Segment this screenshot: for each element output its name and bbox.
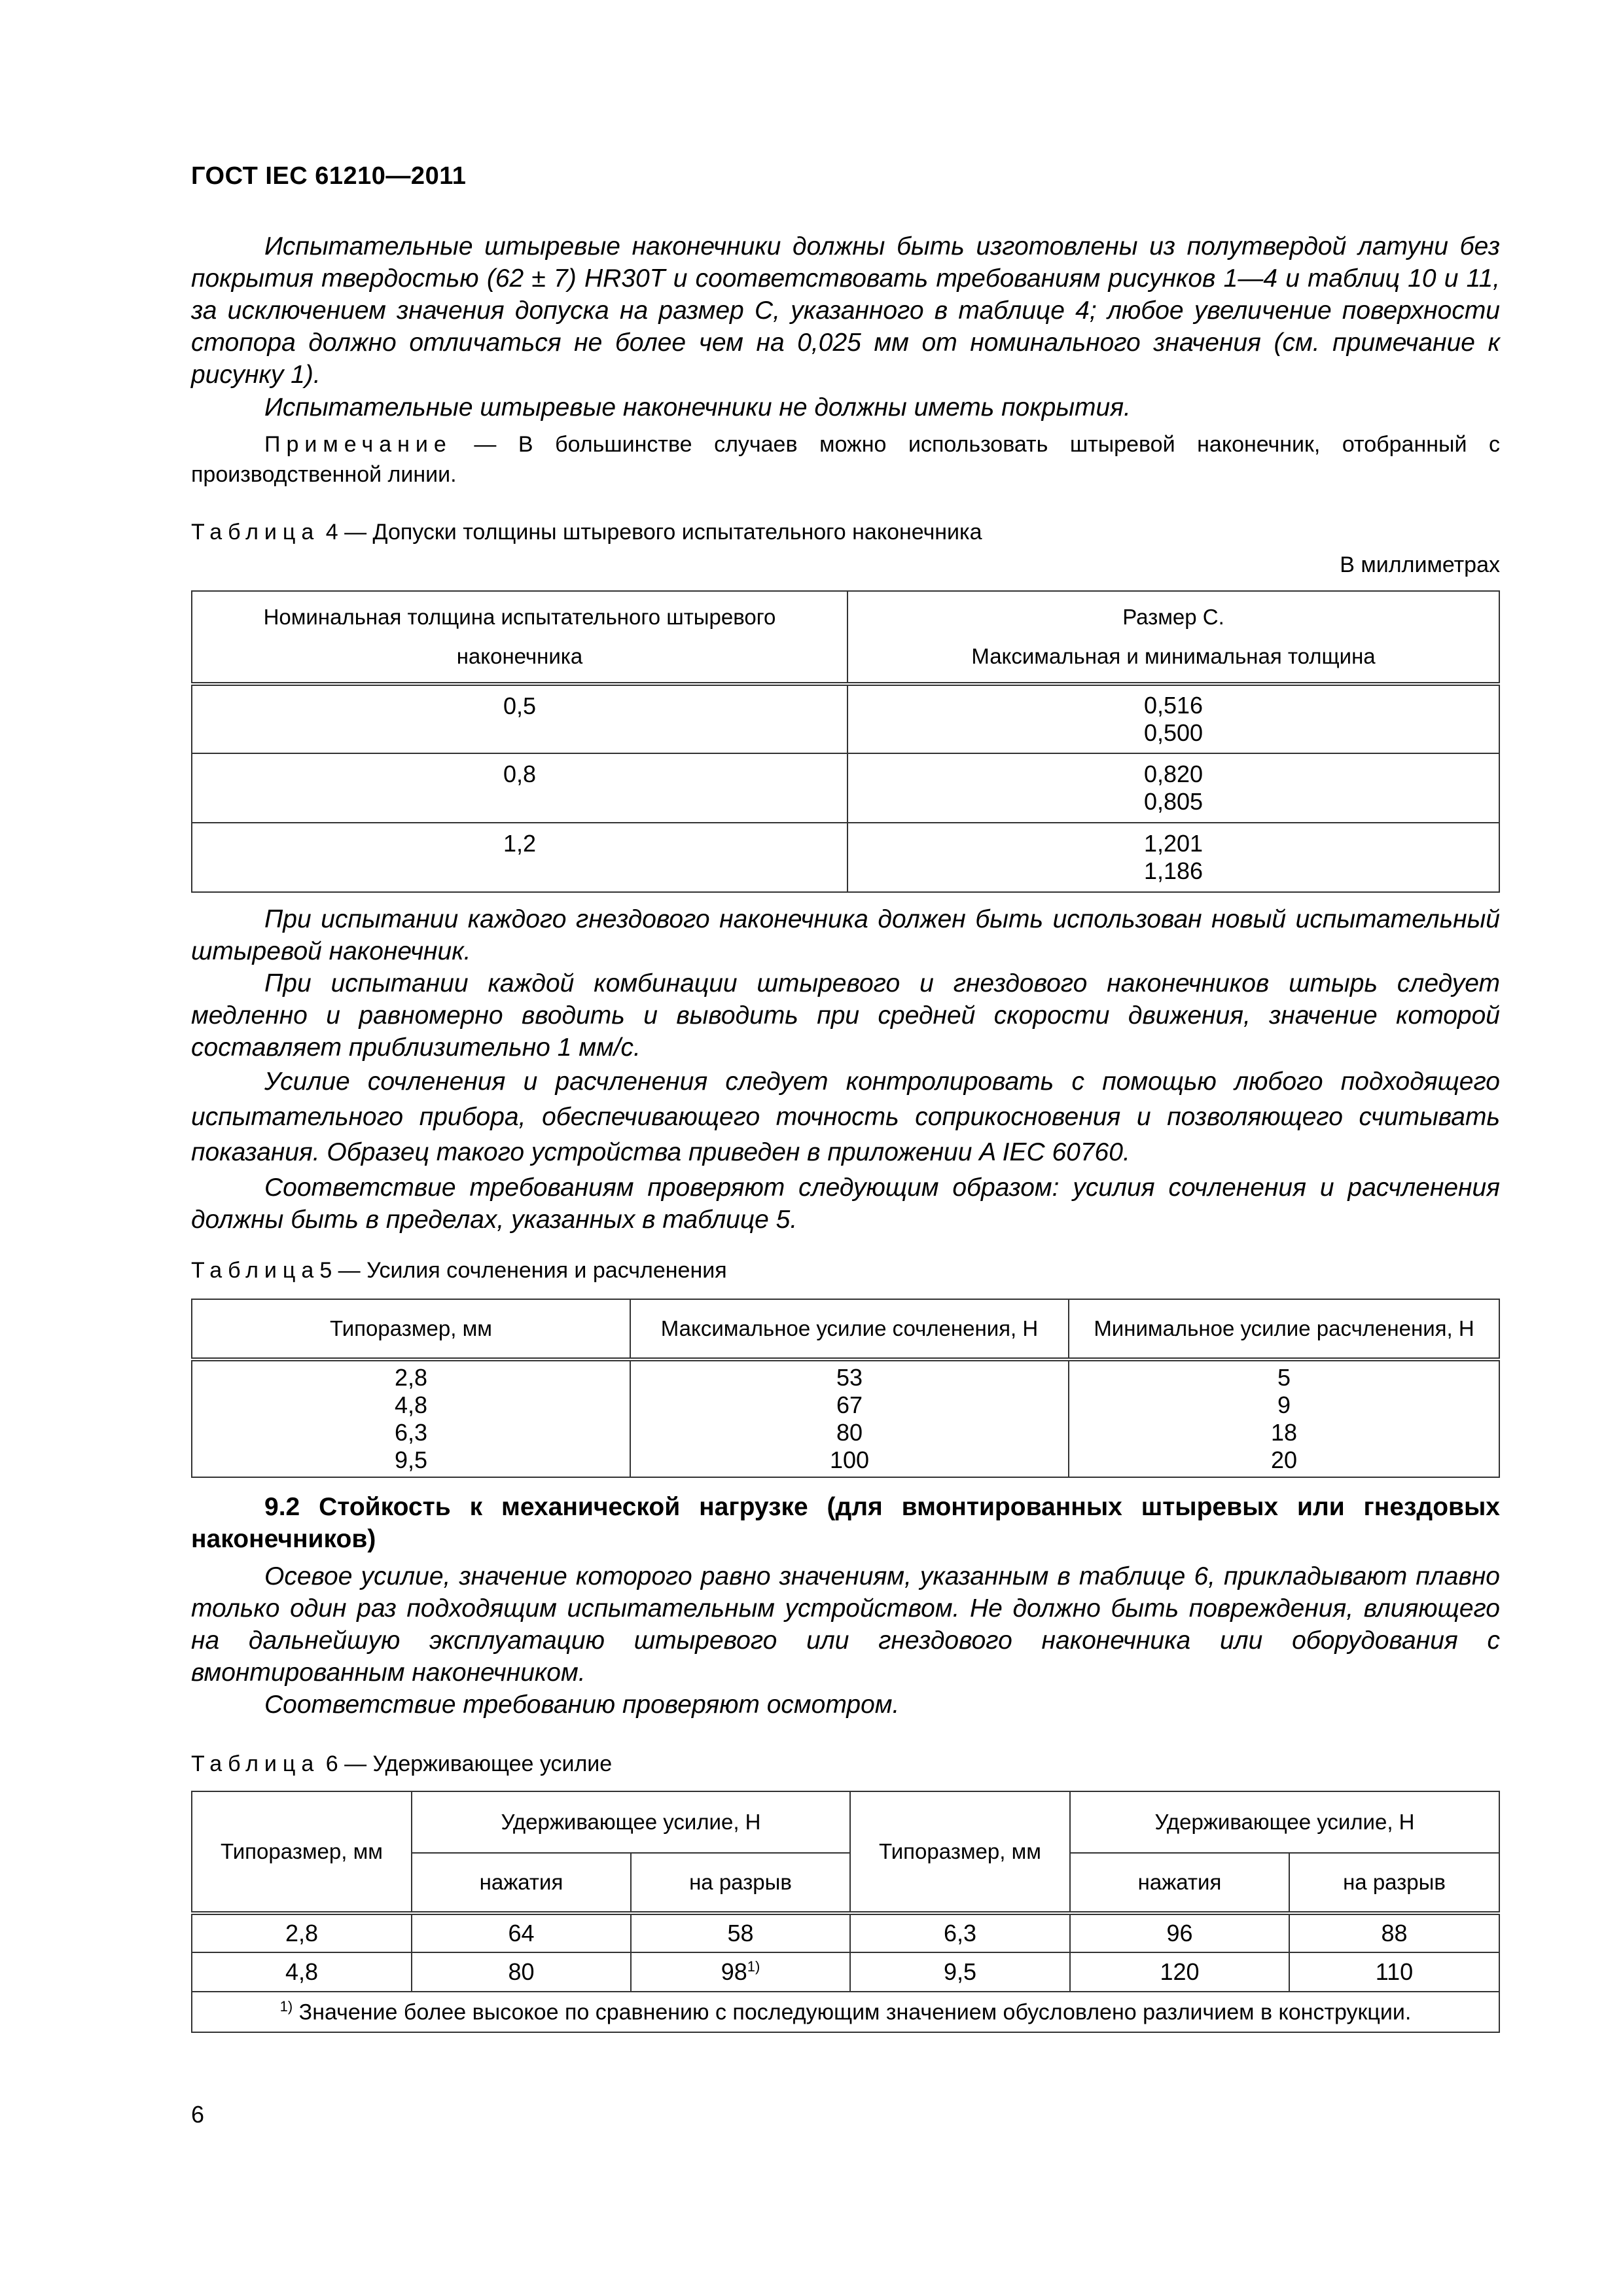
table6-pull-b: 88 [1289,1913,1499,1952]
table-row [192,1359,1499,1477]
table4-min: 0,500 [1143,719,1204,746]
table5-min-separate-cell [1069,1359,1499,1477]
section-9-2-paragraph-1-text: Осевое усилие, значение которого равно значениям, указанным в таблице 6, прикладывают плавно только один раз подходящим испытательным устройством. Не должно быть повреждения, влияющего на дальнейшую эксплуатацию штыревого или гнездового наконечника или оборудования с вмонтированным наконечником. [191,1562,1500,1687]
table4-max: 0,516 [1143,692,1204,719]
table5-label: Таблица [191,1258,320,1283]
table6-col-force-b: Удерживающее усилие, Н [1070,1791,1499,1853]
table5-col-min-separate: Минимальное усилие расчленения, Н [1069,1299,1499,1359]
middle-paragraph-2 [191,967,1500,1064]
table4-size-cell [847,823,1499,892]
table-row [192,684,1499,753]
table6-col-size-b: Типоразмер, мм [850,1791,1070,1913]
section-9-2-heading [191,1491,1500,1555]
table6-push-a: 80 [412,1952,631,1992]
page-number: 6 [191,2101,205,2128]
intro-note [191,429,1500,490]
middle-paragraph-4-text: Соответствие требованиям проверяют следующим образом: усилия сочленения и расчленения должны быть в пределах, указанных в таблице 5. [191,1174,1500,1234]
table4-min: 1,186 [1143,857,1204,884]
table6-pull-a: 98 [721,1958,747,1985]
middle-paragraph-4 [191,1172,1500,1236]
table6-push-b: 96 [1070,1913,1289,1952]
table6-size-a: 4,8 [192,1952,412,1992]
footnote-mark: 1) [279,1998,293,2015]
middle-paragraph-1 [191,903,1500,967]
table5-size: 4,8 [394,1391,428,1418]
table6-push-a: 64 [412,1913,631,1952]
table-row [192,1913,1499,1952]
table-row [192,1952,1499,1992]
middle-paragraph-2-text: При испытании каждой комбинации штыревого и гнездового наконечников штырь следует медленно и равномерно вводить и выводить при средней скорости движения, значение которой составляет приблизительно 1 мм/с. [191,969,1500,1062]
table6-col-pull-b: на разрыв [1289,1853,1499,1913]
table4-nominal-cell: 0,8 [192,753,847,823]
table4-max: 1,201 [1143,830,1204,857]
table4-label: Таблица [191,520,320,545]
table4-size-cell [847,684,1499,753]
table6-push-b: 120 [1070,1952,1289,1992]
table6-caption-text: 6 — Удерживающее усилие [319,1751,613,1776]
table6-pull-b: 110 [1289,1952,1499,1992]
table4 [191,590,1500,893]
note-text: — В большинстве случаев можно использовать штыревой наконечник, отобранный с производственной линии. [191,432,1500,487]
table4-caption-text: 4 — Допуски толщины штыревого испытательного наконечника [319,520,982,545]
section-9-2-paragraph-2-text: Соответствие требованию проверяют осмотром. [264,1691,900,1719]
table6-header-row-1 [192,1791,1499,1853]
table5-max-engage: 53 [836,1364,863,1391]
table5 [191,1299,1500,1478]
table-row [192,823,1499,892]
table4-col-size-c-line2: Максимальная и минимальная толщина [971,644,1376,668]
table6-size-b: 9,5 [850,1952,1070,1992]
table5-size: 6,3 [394,1419,428,1446]
intro-paragraph-1 [191,230,1500,391]
table5-sizes-cell [192,1359,630,1477]
table5-max-engage: 80 [836,1419,863,1446]
table-row [192,753,1499,823]
table4-nominal-cell: 0,5 [192,684,847,753]
table6-footnote [192,1992,1499,2032]
table5-min-separate: 20 [1270,1446,1298,1473]
table6-col-size-a: Типоразмер, мм [192,1791,412,1913]
footnote-ref: 1) [747,1958,760,1975]
table6-caption [191,1751,612,1777]
table5-max-engage-cell [630,1359,1069,1477]
table6-pull-a-cell [631,1952,850,1992]
table5-max-engage: 100 [829,1446,870,1473]
table4-max: 0,820 [1143,761,1204,787]
table5-min-separate: 9 [1277,1391,1291,1418]
middle-paragraph-1-text: При испытании каждого гнездового наконечника должен быть использован новый испытательный штыревой наконечник. [191,905,1500,965]
table5-caption [191,1258,727,1283]
document-header: ГОСТ IEC 61210—2011 [191,162,467,190]
table5-min-separate: 18 [1270,1419,1298,1446]
table6-col-force-a: Удерживающее усилие, Н [412,1791,850,1853]
table4-col-nominal-line1: Номинальная толщина испытательного штыревого [263,605,776,629]
table4-caption [191,520,982,545]
table4-min: 0,805 [1143,788,1204,815]
table6-col-push-a: нажатия [412,1853,631,1913]
table5-size: 9,5 [394,1446,428,1473]
table4-units: В миллиметрах [1340,552,1500,577]
table5-min-separate: 5 [1277,1364,1291,1391]
table6-col-push-b: нажатия [1070,1853,1289,1913]
section-9-2-paragraph-2 [191,1689,1500,1721]
table4-size-cell [847,753,1499,823]
table4-col-nominal [192,591,847,684]
table6-size-a: 2,8 [192,1913,412,1952]
section-9-2-paragraph-1 [191,1560,1500,1689]
table6-col-pull-a: на разрыв [631,1853,850,1913]
table5-col-max-engage: Максимальное усилие сочленения, Н [630,1299,1069,1359]
table5-header-row [192,1299,1499,1359]
intro-paragraph-1-text: Испытательные штыревые наконечники должны быть изготовлены из полутвердой латуни без покрытия твердостью (62 ± 7) HR30T и соответствовать требованиям рисунков 1—4 и таблиц 10 и 11, за исключением значения допуска на размер C, указанного в таблице 4; любое увеличение поверхности стопора должно отличаться не более чем на 0,025 мм от номинального значения (см. примечание к рисунку 1). [191,232,1500,389]
table5-caption-text: 5 — Усилия сочленения и расчленения [319,1258,727,1283]
table6-label: Таблица [191,1751,320,1776]
intro-paragraph-2 [191,391,1500,423]
table4-header-row [192,591,1499,684]
intro-paragraph-2-text: Испытательные штыревые наконечники не должны иметь покрытия. [264,393,1131,422]
middle-paragraph-3 [191,1064,1500,1170]
middle-paragraph-3-text: Усилие сочленения и расчленения следует контролировать с помощью любого подходящего испытательного прибора, обеспечивающего точность соприкосновения и позволяющего считывать показания. Образец такого устройства приведен в приложении A IEC 60760. [191,1067,1500,1166]
table5-col-size: Типоразмер, мм [192,1299,630,1359]
table4-col-size-c [847,591,1499,684]
footnote-text: Значение более высокое по сравнению с последующим значением обусловлено различием в конструкции. [293,2000,1412,2025]
table6-size-b: 6,3 [850,1913,1070,1952]
note-label: Примечание [264,432,452,457]
table5-size: 2,8 [394,1364,428,1391]
table4-col-nominal-line2: наконечника [456,644,583,668]
table5-max-engage: 67 [836,1391,863,1418]
table6 [191,1791,1500,2033]
table6-footnote-row [192,1992,1499,2032]
section-9-2-title: 9.2 Стойкость к механической нагрузке (для вмонтированных штыревых или гнездовых наконечников) [191,1493,1500,1553]
table6-pull-a: 58 [631,1913,850,1952]
table4-col-size-c-line1: Размер C. [1122,605,1224,629]
table4-nominal-cell: 1,2 [192,823,847,892]
